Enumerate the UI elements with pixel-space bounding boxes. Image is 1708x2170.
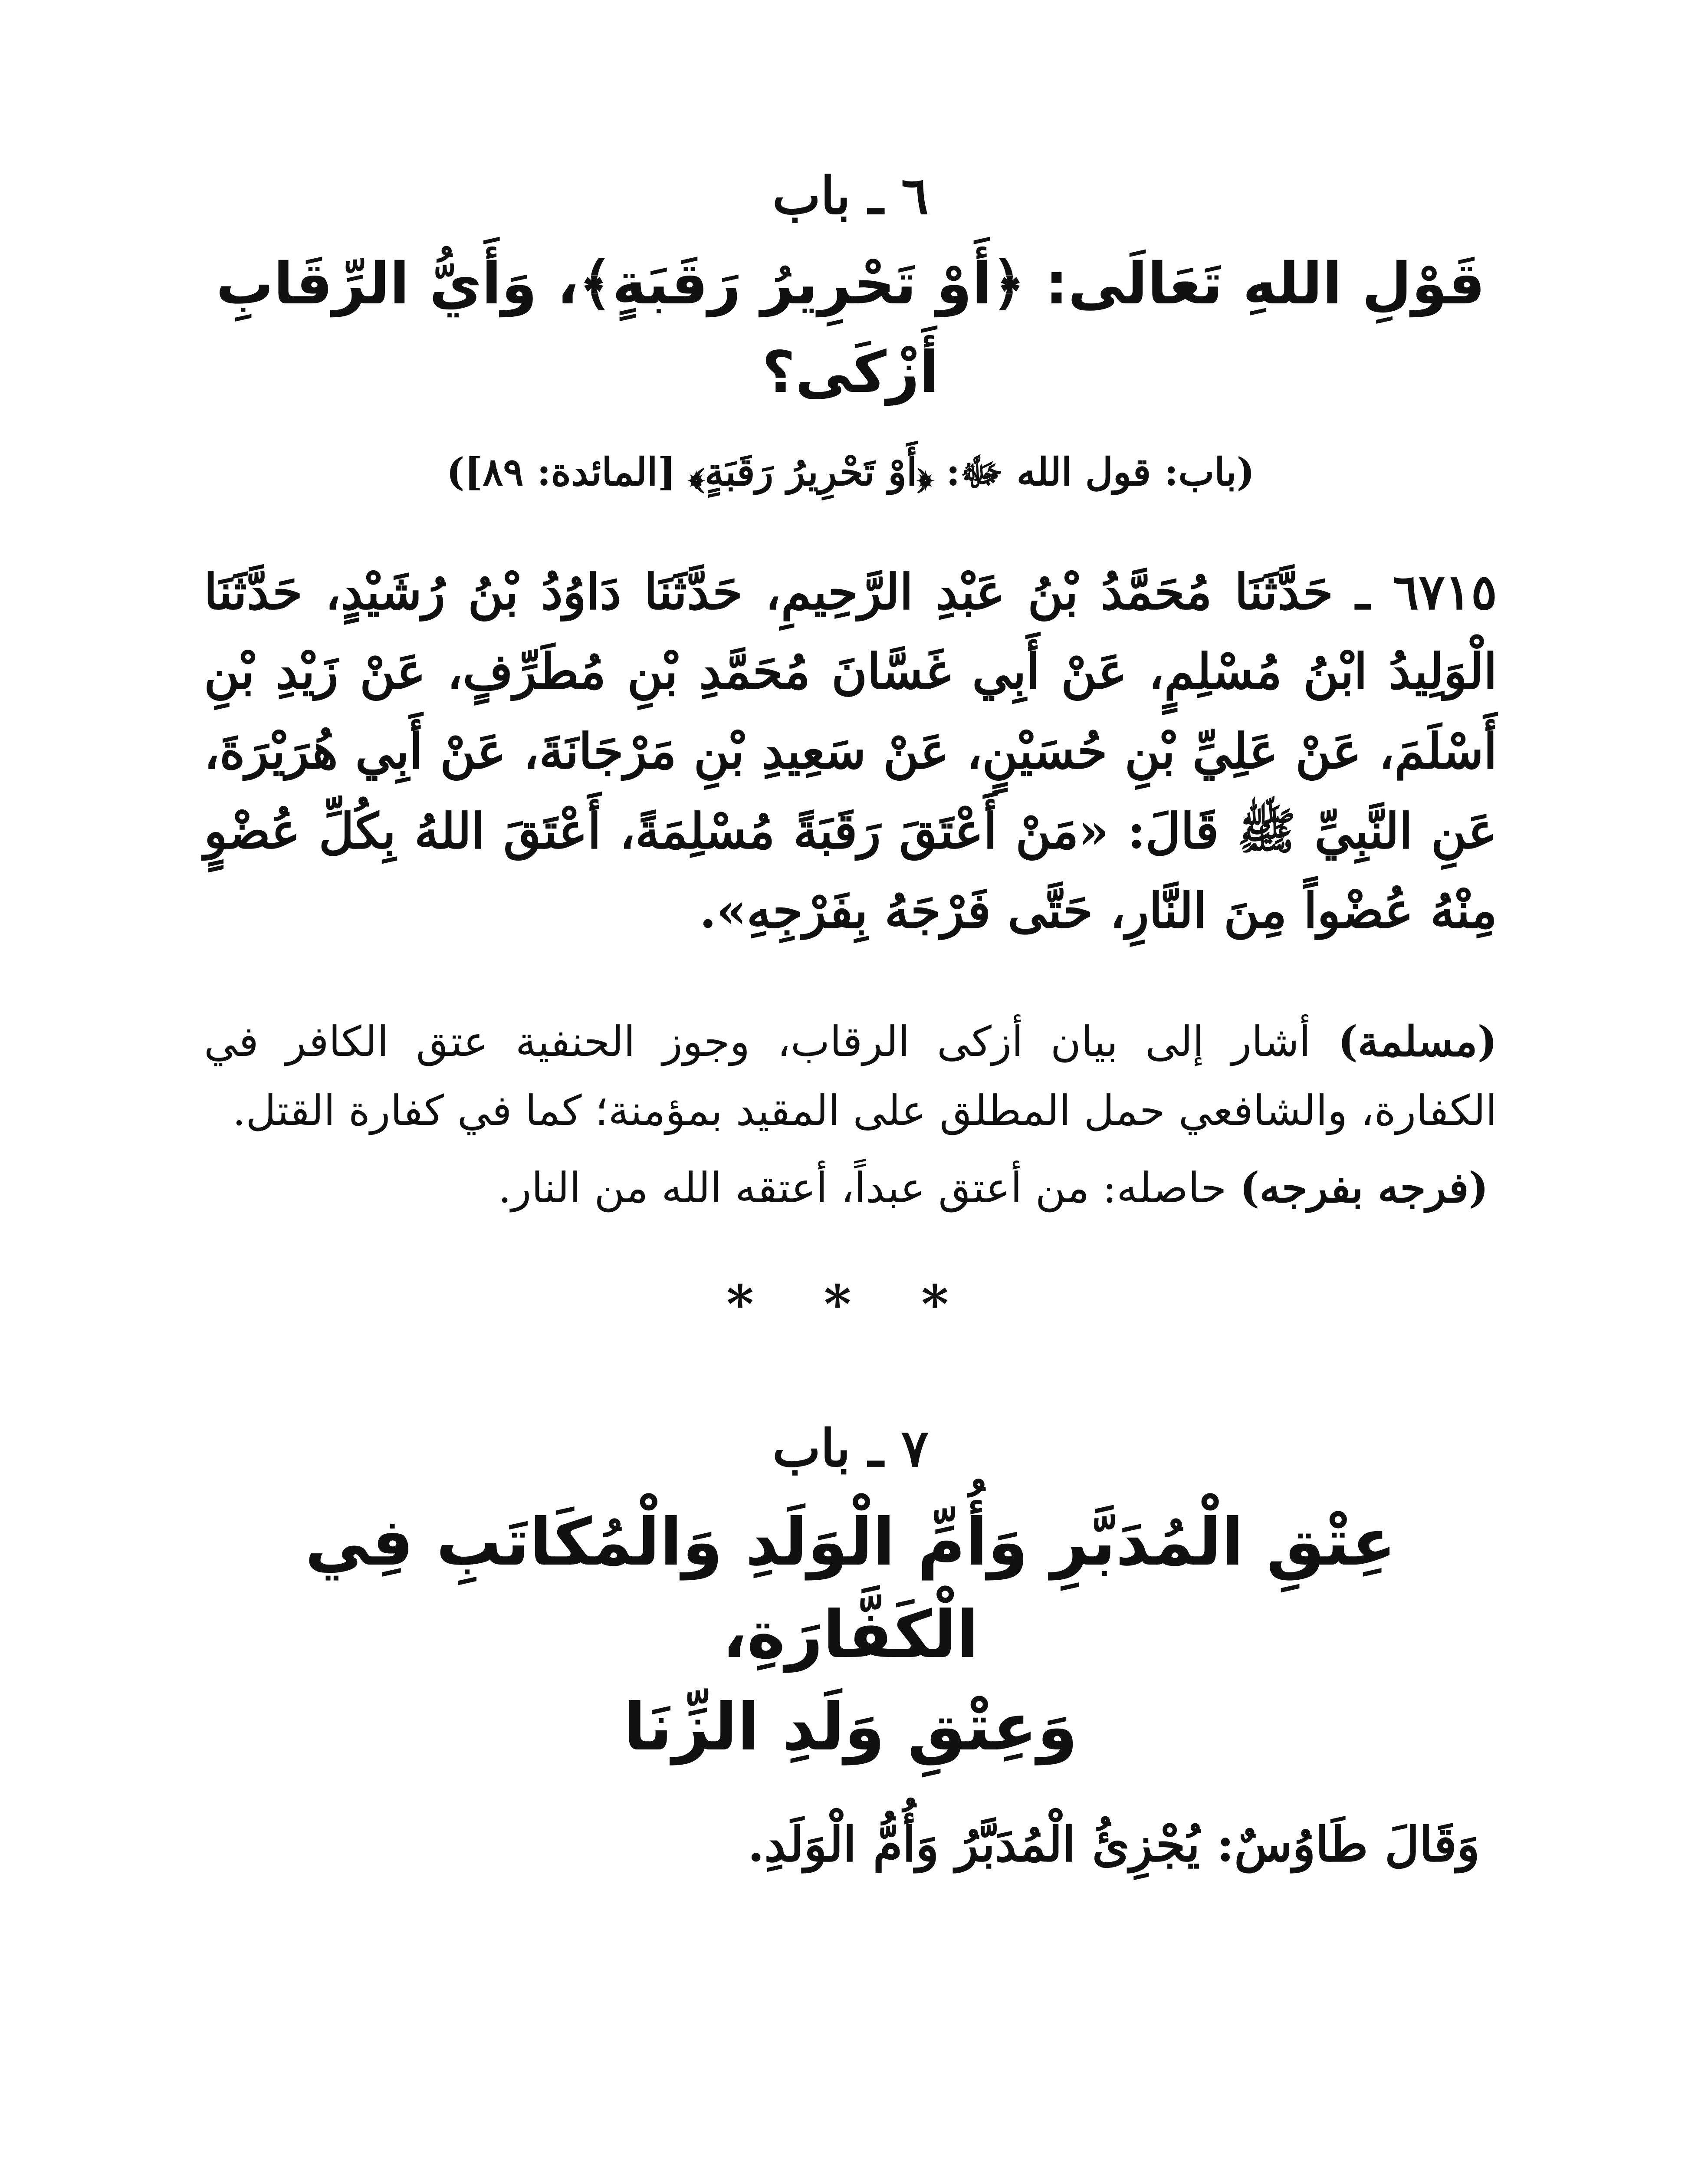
commentary-paragraph: [204, 1154, 1497, 1222]
chapter-subtitle: (باب: قول الله ﷻ: ﴿أَوْ تَحْرِيرُ رَقَبَةٍ﴾ [المائدة: ٨٩]): [446, 449, 1255, 494]
chapter-title-line: عِتْقِ الْمُدَبَّرِ وَأُمِّ الْوَلَدِ وَالْمُكَاتَبِ فِي الْكَفَّارَةِ،: [305, 1504, 1396, 1673]
commentary-term: (فرجه بفرجه): [1240, 1163, 1488, 1212]
chapter-title: [204, 1496, 1497, 1774]
hadith-text: ٦٧١٥ ـ حَدَّثَنَا مُحَمَّدُ بْنُ عَبْدِ الرَّحِيمِ، حَدَّثَنَا دَاوُدُ بْنُ رُشَيْدٍ، حَدَّثَنَا الْوَلِيدُ ابْنُ مُسْلِمٍ، عَنْ أَبِي غَسَّانَ مُحَمَّدِ بْنِ مُطَرِّفٍ، عَنْ زَيْدِ بْنِ أَسْلَمَ، عَنْ عَلِيِّ بْنِ حُسَيْنٍ، عَنْ سَعِيدِ بْنِ مَرْجَانَةَ، عَنْ أَبِي هُرَيْرَةَ، عَنِ النَّبِيِّ ﷺ قَالَ: «مَنْ أَعْتَقَ رَقَبَةً مُسْلِمَةً، أَعْتَقَ اللهُ بِكُلِّ عُضْوٍ مِنْهُ عُضْواً مِنَ النَّارِ، حَتَّى فَرْجَهُ بِفَرْجِهِ».: [204, 563, 1497, 940]
book-page: [204, 165, 1497, 2170]
commentary-term: (مسلمة): [1338, 1017, 1497, 1066]
commentary-body: أشار إلى بيان أزكى الرقاب، وجوز الحنفية عتق الكافر في الكفارة، والشافعي حمل المطلق على المقيد بمؤمنة؛ كما في كفارة القتل.: [204, 1017, 1497, 1135]
commentary-paragraph: [204, 1007, 1497, 1145]
chapter-quote: وَقَالَ طَاوُسٌ: يُجْزِئُ الْمُدَبَّرُ وَأُمُّ الْوَلَدِ.: [747, 1816, 1480, 1872]
chapter-number: ٦ ـ باب: [772, 165, 929, 226]
commentary-body: حاصله: من أعتق عبداً، أعتقه الله من النار.: [498, 1163, 1240, 1212]
chapter-title: قَوْلِ اللهِ تَعَالَى: ﴿أَوْ تَحْرِيرُ رَقَبَةٍ﴾، وَأَيُّ الرِّقَابِ أَزْكَى؟: [216, 250, 1485, 406]
section-separator: * * *: [726, 1274, 975, 1335]
chapter-number: ٧ ـ باب: [772, 1418, 929, 1479]
chapter-title-line: وَعِتْقِ وَلَدِ الزِّنَا: [623, 1689, 1078, 1765]
